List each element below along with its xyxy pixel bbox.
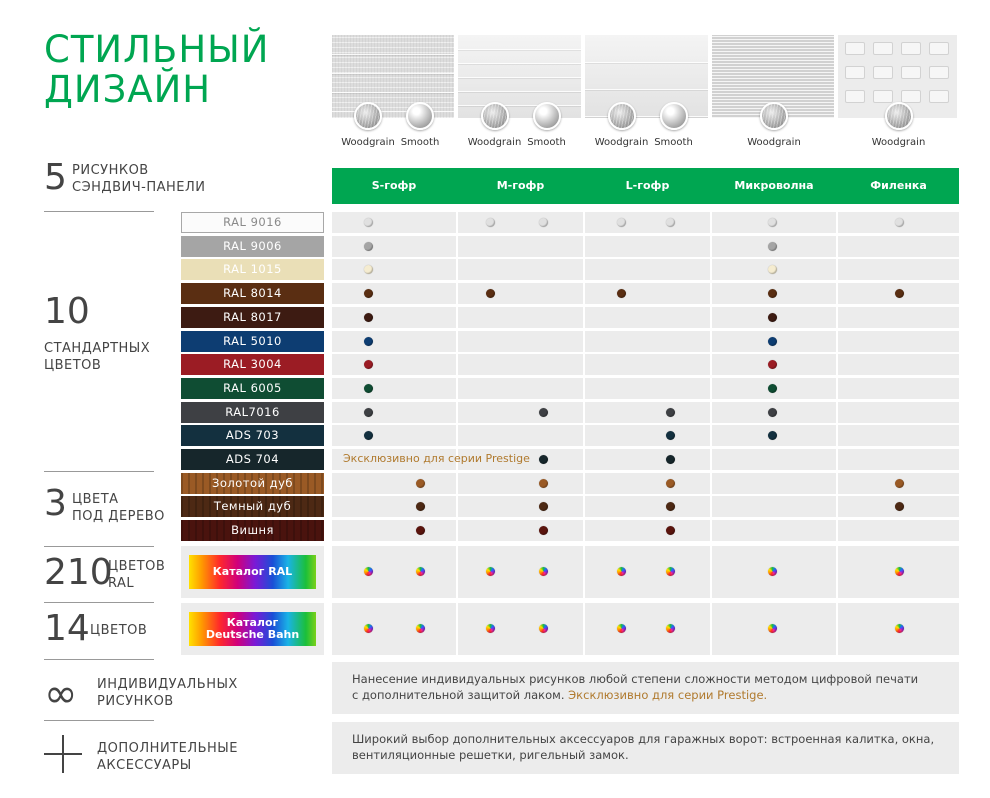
sample-woodgrain-icon (608, 102, 636, 130)
sample-label: Woodgrain (747, 137, 801, 148)
catalog-ral-gradient[interactable] (189, 555, 316, 589)
panel-groove (458, 105, 581, 106)
sample-woodgrain-icon (760, 102, 788, 130)
availability-dot (768, 567, 777, 576)
cell-separator (456, 520, 458, 541)
sample-smooth-icon (533, 102, 561, 130)
cell-separator (836, 603, 838, 655)
panel-recess (901, 66, 921, 79)
availability-dot (364, 624, 373, 633)
availability-dot (895, 502, 904, 511)
catalog-ral-row (332, 546, 959, 598)
cell-separator (710, 283, 712, 304)
availability-dot (666, 502, 675, 511)
color-row (332, 331, 959, 352)
availability-dot (416, 479, 425, 488)
color-row (332, 236, 959, 257)
availability-dot (364, 289, 373, 298)
panel-recess (845, 90, 865, 103)
panel-recess (845, 42, 865, 55)
sample-label: Woodgrain (341, 137, 395, 148)
sample-label: Smooth (654, 137, 693, 148)
panel-recess (873, 90, 893, 103)
availability-dot (666, 408, 675, 417)
panel-thumb-s-gofr (332, 35, 454, 118)
cell-separator (710, 378, 712, 399)
color-swatch: RAL 8014 (181, 283, 324, 304)
panel-groove (458, 49, 581, 50)
availability-dot (768, 360, 777, 369)
sample-label: Smooth (400, 137, 440, 148)
cell-separator (836, 425, 838, 446)
ral-colors-label (108, 558, 165, 592)
color-swatch: RAL 6005 (181, 378, 324, 399)
standard-colors-label-line2: ЦВЕТОВ (44, 358, 102, 373)
color-swatch: ADS 704 (181, 449, 324, 470)
availability-dot (364, 360, 373, 369)
panel-recess (901, 90, 921, 103)
cell-separator (836, 331, 838, 352)
color-swatch: RAL7016 (181, 402, 324, 423)
cell-separator (583, 449, 585, 470)
divider (44, 602, 154, 603)
divider (44, 471, 154, 472)
sample-label: Woodgrain (871, 137, 926, 148)
color-swatch: Золотой дуб (181, 473, 324, 494)
page-title (44, 30, 269, 110)
db-colors-count: 14 (44, 608, 90, 649)
catalog-ral-label: Каталог RAL (212, 565, 293, 578)
availability-dot (364, 431, 373, 440)
accessories-note-line1: Широкий выбор дополнительных аксессуаров для гаражных ворот: встроенная калитка, окна, (352, 732, 935, 746)
accessories-note-line2: вентиляционные решетки, ригельный замок. (352, 748, 629, 762)
cell-separator (583, 496, 585, 517)
availability-dot (768, 265, 777, 274)
availability-dot (768, 431, 777, 440)
availability-dot (768, 242, 777, 251)
panel-thumb-l-gofr (585, 35, 708, 118)
panel-thumb-m-gofr (458, 35, 581, 118)
availability-dot (364, 313, 373, 322)
cell-separator (836, 473, 838, 494)
cell-separator (456, 236, 458, 257)
color-swatch: RAL 5010 (181, 331, 324, 352)
cell-separator (583, 546, 585, 598)
cell-separator (456, 546, 458, 598)
cell-separator (710, 212, 712, 233)
sample-woodgrain-icon (354, 102, 382, 130)
availability-dot (617, 289, 626, 298)
cell-separator (836, 236, 838, 257)
color-swatch: RAL 8017 (181, 307, 324, 328)
cell-separator (456, 473, 458, 494)
panel-groove (332, 73, 454, 74)
color-row (332, 496, 959, 517)
column-header: M-гофр (496, 179, 545, 192)
cell-separator (456, 212, 458, 233)
availability-dot (539, 408, 548, 417)
availability-dot (486, 567, 495, 576)
availability-dot (486, 218, 495, 227)
cell-separator (583, 378, 585, 399)
color-swatch: RAL 9006 (181, 236, 324, 257)
color-swatch: ADS 703 (181, 425, 324, 446)
cell-separator (836, 212, 838, 233)
designs-count: 5 (44, 157, 67, 198)
availability-dot (768, 313, 777, 322)
page-title-line2: ДИЗАЙН (44, 68, 212, 111)
availability-dot (666, 218, 675, 227)
standard-colors-label-line1: СТАНДАРТНЫХ (44, 341, 151, 356)
individual-note-text: с дополнительной защитой лаком. (352, 688, 565, 702)
cell-separator (456, 496, 458, 517)
cell-separator (710, 449, 712, 470)
cell-separator (710, 546, 712, 598)
cell-separator (710, 402, 712, 423)
divider (44, 720, 154, 721)
color-row (332, 354, 959, 375)
sample-label: Woodgrain (594, 137, 649, 148)
cell-separator (836, 546, 838, 598)
color-swatch: Вишня (181, 520, 324, 541)
availability-dot (768, 337, 777, 346)
cell-separator (710, 603, 712, 655)
availability-dot (364, 218, 373, 227)
divider (44, 211, 154, 212)
availability-dot (768, 289, 777, 298)
panel-recess (873, 66, 893, 79)
individual-label-line2: РИСУНКОВ (97, 694, 174, 709)
wood-colors-label-line1: ЦВЕТА (72, 492, 119, 507)
cell-separator (710, 331, 712, 352)
cell-separator (836, 307, 838, 328)
availability-dot (768, 624, 777, 633)
color-row (332, 307, 959, 328)
panel-recess (929, 42, 949, 55)
availability-dot (539, 218, 548, 227)
cell-separator (836, 449, 838, 470)
availability-dot (666, 431, 675, 440)
availability-dot (895, 289, 904, 298)
availability-dot (539, 526, 548, 535)
availability-dot (539, 624, 548, 633)
cell-separator (836, 496, 838, 517)
ral-colors-label-line1: ЦВЕТОВ (108, 559, 166, 574)
individual-label-line1: ИНДИВИДУАЛЬНЫХ (97, 677, 238, 692)
accessories-note (332, 722, 959, 774)
plus-icon (44, 735, 82, 773)
accessories-label (97, 740, 238, 774)
standard-colors-label (44, 340, 150, 374)
availability-dot (364, 337, 373, 346)
cell-separator (836, 402, 838, 423)
color-row (332, 259, 959, 280)
cell-separator (710, 307, 712, 328)
cell-separator (456, 603, 458, 655)
sample-label: Smooth (527, 137, 566, 148)
panel-groove (458, 63, 581, 64)
panel-groove (332, 111, 454, 112)
availability-dot (486, 289, 495, 298)
designs-label (72, 162, 206, 196)
cell-separator (456, 307, 458, 328)
cell-separator (583, 259, 585, 280)
cell-separator (456, 402, 458, 423)
availability-dot (895, 624, 904, 633)
sample-smooth-icon (660, 102, 688, 130)
availability-dot (364, 408, 373, 417)
individual-note-line1: Нанесение индивидуальных рисунков любой степени сложности методом цифровой печати (352, 672, 919, 686)
panel-recess (929, 90, 949, 103)
column-header: Микроволна (734, 179, 814, 192)
color-row (332, 283, 959, 304)
color-row (332, 425, 959, 446)
catalog-db-label2: Deutsche Bahn (205, 628, 300, 641)
availability-dot (617, 218, 626, 227)
accessories-label-line1: ДОПОЛНИТЕЛЬНЫЕ (97, 741, 238, 756)
availability-dot (364, 265, 373, 274)
designs-label-line2: СЭНДВИЧ-ПАНЕЛИ (72, 180, 206, 195)
panel-groove (458, 77, 581, 78)
cell-separator (836, 283, 838, 304)
accessories-label-line2: АКСЕССУАРЫ (97, 758, 192, 773)
cell-separator (583, 331, 585, 352)
cell-separator (583, 425, 585, 446)
individual-note (332, 662, 959, 714)
cell-separator (710, 236, 712, 257)
sample-label: Woodgrain (467, 137, 522, 148)
color-swatch: RAL 1015 (181, 259, 324, 280)
panel-groove (332, 54, 454, 55)
panel-groove (332, 92, 454, 93)
color-swatch: RAL 9016 (181, 212, 324, 233)
availability-dot (416, 502, 425, 511)
cell-separator (583, 212, 585, 233)
wood-colors-label-line2: ПОД ДЕРЕВО (72, 509, 165, 524)
exclusive-note: Эксклюзивно для серии Prestige (343, 452, 530, 465)
page-title-line1: СТИЛЬНЫЙ (44, 28, 270, 71)
availability-dot (617, 567, 626, 576)
cell-separator (836, 520, 838, 541)
cell-separator (710, 425, 712, 446)
cell-separator (583, 354, 585, 375)
cell-separator (456, 378, 458, 399)
color-swatch: Темный дуб (181, 496, 324, 517)
panel-groove (585, 89, 708, 90)
cell-separator (710, 259, 712, 280)
cell-separator (583, 283, 585, 304)
color-row (332, 473, 959, 494)
ral-colors-label-line2: RAL (108, 576, 135, 591)
color-row (332, 212, 959, 233)
panel-recess (845, 66, 865, 79)
availability-dot (416, 624, 425, 633)
availability-dot (666, 455, 675, 464)
individual-note-line2 (352, 687, 939, 703)
cell-separator (583, 520, 585, 541)
availability-dot (895, 479, 904, 488)
availability-dot (364, 567, 373, 576)
cell-separator (836, 354, 838, 375)
ral-colors-count: 210 (44, 552, 113, 593)
availability-dot (364, 242, 373, 251)
cell-separator (583, 307, 585, 328)
cell-separator (710, 354, 712, 375)
availability-dot (895, 567, 904, 576)
color-swatch: RAL 3004 (181, 354, 324, 375)
availability-dot (768, 408, 777, 417)
panel-recess (873, 42, 893, 55)
cell-separator (583, 603, 585, 655)
wood-colors-count: 3 (44, 483, 67, 524)
column-header: L-гофр (625, 179, 670, 192)
cell-separator (710, 473, 712, 494)
panel-groove (585, 116, 708, 117)
panel-recess (901, 42, 921, 55)
cell-separator (456, 259, 458, 280)
cell-separator (583, 236, 585, 257)
sample-woodgrain-icon (885, 102, 913, 130)
color-row (332, 378, 959, 399)
availability-dot (666, 567, 675, 576)
cell-separator (456, 283, 458, 304)
cell-separator (583, 473, 585, 494)
availability-dot (666, 624, 675, 633)
sample-smooth-icon (406, 102, 434, 130)
panel-recess (929, 66, 949, 79)
cell-separator (456, 354, 458, 375)
catalog-db-gradient[interactable] (189, 612, 316, 646)
color-row (332, 520, 959, 541)
wood-colors-label (72, 491, 165, 525)
cell-separator (710, 496, 712, 517)
availability-dot (416, 526, 425, 535)
availability-dot (364, 384, 373, 393)
availability-dot (539, 502, 548, 511)
cell-separator (836, 378, 838, 399)
profile-header-bar (332, 168, 959, 204)
availability-dot (539, 567, 548, 576)
color-row (332, 402, 959, 423)
availability-dot (539, 479, 548, 488)
individual-label (97, 676, 238, 710)
column-header: S-гофр (371, 179, 417, 192)
standard-colors-count: 10 (44, 291, 90, 332)
db-colors-label: ЦВЕТОВ (90, 623, 148, 638)
catalog-db[interactable] (181, 603, 324, 655)
panel-groove (458, 91, 581, 92)
availability-dot (416, 567, 425, 576)
infinity-icon: ∞ (44, 671, 78, 717)
availability-dot (617, 624, 626, 633)
availability-dot (895, 218, 904, 227)
availability-dot (666, 479, 675, 488)
catalog-db-row (332, 603, 959, 655)
cell-separator (583, 402, 585, 423)
divider (44, 659, 154, 660)
cell-separator (836, 259, 838, 280)
availability-dot (768, 218, 777, 227)
divider (44, 546, 154, 547)
cell-separator (456, 425, 458, 446)
individual-note-accent: Эксклюзивно для серии Prestige. (568, 688, 768, 702)
availability-dot (666, 526, 675, 535)
column-header: Филенка (870, 179, 927, 192)
panel-groove (585, 62, 708, 63)
designs-label-line1: РИСУНКОВ (72, 163, 149, 178)
cell-separator (456, 331, 458, 352)
availability-dot (486, 624, 495, 633)
catalog-db-label: Каталог (226, 616, 279, 629)
sample-woodgrain-icon (481, 102, 509, 130)
catalog-ral[interactable] (181, 546, 324, 598)
availability-dot (768, 384, 777, 393)
availability-dot (539, 455, 548, 464)
cell-separator (710, 520, 712, 541)
